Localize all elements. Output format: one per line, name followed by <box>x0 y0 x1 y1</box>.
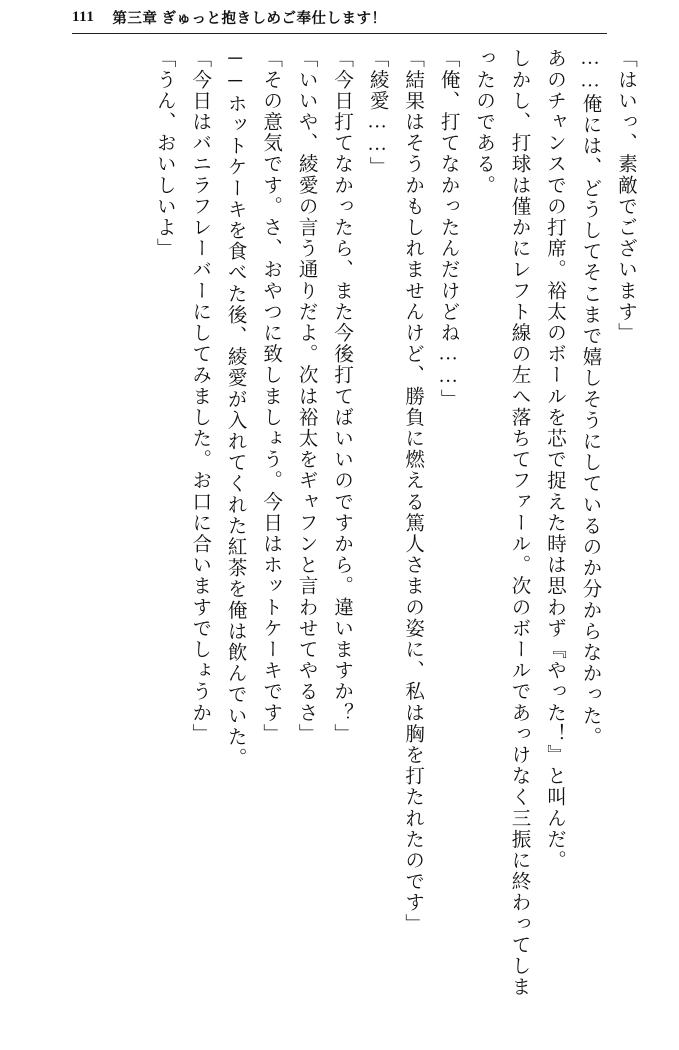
paragraph: 「俺、打てなかったんだけどね……」 <box>437 48 459 410</box>
page-number: 111 <box>72 8 95 25</box>
chapter-title: 第三章 ぎゅっと抱きしめご奉仕します！ <box>112 10 387 27</box>
paragraph: 「今日はバニラフレーバーにしてみました。お口に合いますでしょうか」 <box>189 48 211 745</box>
paragraph: 「いいや、綾愛の言う通りだよ。次は裕太をギャフンと言わせてやるさ」 <box>295 48 317 745</box>
paragraph: しかし、打球は僅かにレフト線の左へ落ちてファール。次のボールであっけなく三振に終わってしまったのである。 <box>473 48 530 998</box>
paragraph: 「綾愛……」 <box>366 48 388 178</box>
paragraph: 「結果はそうかもしれませんけど、勝負に燃える篤人さまの姿に、私は胸を打たれたのです」 <box>402 48 424 935</box>
header-divider <box>72 33 607 34</box>
paragraph: 「今日打てなかったら、また今後打てばいいのですから。違いますか？」 <box>331 48 353 745</box>
vertical-text-block <box>36 48 643 1003</box>
paragraph: 「その意気です。さ、おやつに致しましょう。今日はホットケーキです」 <box>260 48 282 745</box>
paragraph: ……俺には、どうしてそこまで嬉しそうにしているのか分からなかった。 <box>579 48 601 748</box>
page-header <box>0 0 679 34</box>
paragraph: 「うん、おいしいよ」 <box>153 48 175 259</box>
paragraph: 「はいっ、素敵でございます」 <box>615 48 636 344</box>
paragraph: ──ホットケーキを食べた後、綾愛が入れてくれた紅茶を俺は飲んでいた。 <box>224 48 246 769</box>
page-body <box>36 48 643 1008</box>
paragraph: あのチャンスでの打席。裕太のボールを芯で捉えた時は思わず『やった！』と叫んだ。 <box>544 48 566 871</box>
